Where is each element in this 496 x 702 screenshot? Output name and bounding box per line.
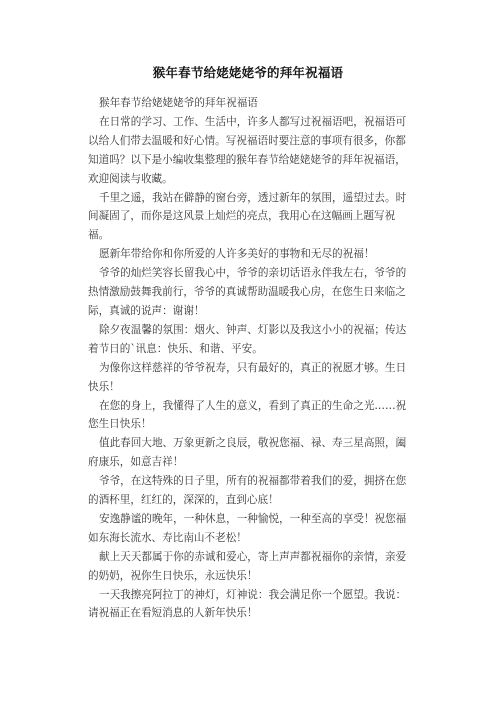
paragraph: 为像你这样慈祥的爷爷祝寿，只有最好的，真正的祝愿才够。生日快乐！ — [88, 361, 407, 393]
paragraph: 猴年春节给姥姥姥爷的拜年祝福语 — [99, 97, 258, 109]
paragraph: 千里之遥，我站在僻静的窗台旁，透过新年的氛围，遥望过去。时间凝固了，而你是这风景上灿烂的亮点，我用心在这幅画上题写祝福。 — [88, 191, 407, 242]
paragraph: 在日常的学习、工作、生活中，许多人都写过祝福语吧，祝福语可以给人们带去温暖和好心情。写祝福语时要注意的事项有很多，你都知道吗？以下是小编收集整理的猴年春节给姥姥姥爷的拜年祝福语，欢迎阅读与收藏。 — [88, 115, 407, 185]
paragraph: 一天我擦亮阿拉丁的神灯，灯神说：我会满足你一个愿望。我说：请祝福正在看短消息的人新年快乐！ — [88, 588, 407, 620]
paragraph: 安逸静谧的晚年，一种休息，一种愉悦，一种至高的享受！祝您福如东海长流水、寿比南山不老松！ — [88, 512, 407, 544]
document-title: 猴年春节给姥姥姥爷的拜年祝福语 — [152, 65, 344, 80]
document-body — [88, 94, 410, 623]
paragraph: 除夕夜温馨的氛围：烟火、钟声、灯影以及我这小小的祝福；传达着节日的`讯息：快乐、和谐、平安。 — [88, 323, 407, 355]
paragraph: 爷爷，在这特殊的日子里，所有的祝福都带着我们的爱，拥挤在您的酒杯里，红红的，深深的，直到心底！ — [88, 475, 407, 507]
paragraph: 值此春回大地、万象更新之良辰，敬祝您福、禄、寿三星高照，阖府康乐，如意吉祥！ — [88, 437, 407, 469]
paragraph: 愿新年带给你和你所爱的人许多美好的事物和无尽的祝福！ — [99, 248, 375, 261]
paragraph: 在您的身上，我懂得了人生的意义，看到了真正的生命之光……祝您生日快乐！ — [88, 399, 407, 431]
paragraph: 献上天天都属于你的赤诚和爱心，寄上声声都祝福你的亲情，亲爱的奶奶，祝你生日快乐，永远快乐！ — [88, 550, 407, 582]
paragraph: 爷爷的灿烂笑容长留我心中，爷爷的亲切话语永伴我左右，爷爷的热情激励鼓舞我前行，爷爷的真诚帮助温暖我心房，在您生日来临之际，真诚的说声：谢谢！ — [88, 267, 407, 317]
